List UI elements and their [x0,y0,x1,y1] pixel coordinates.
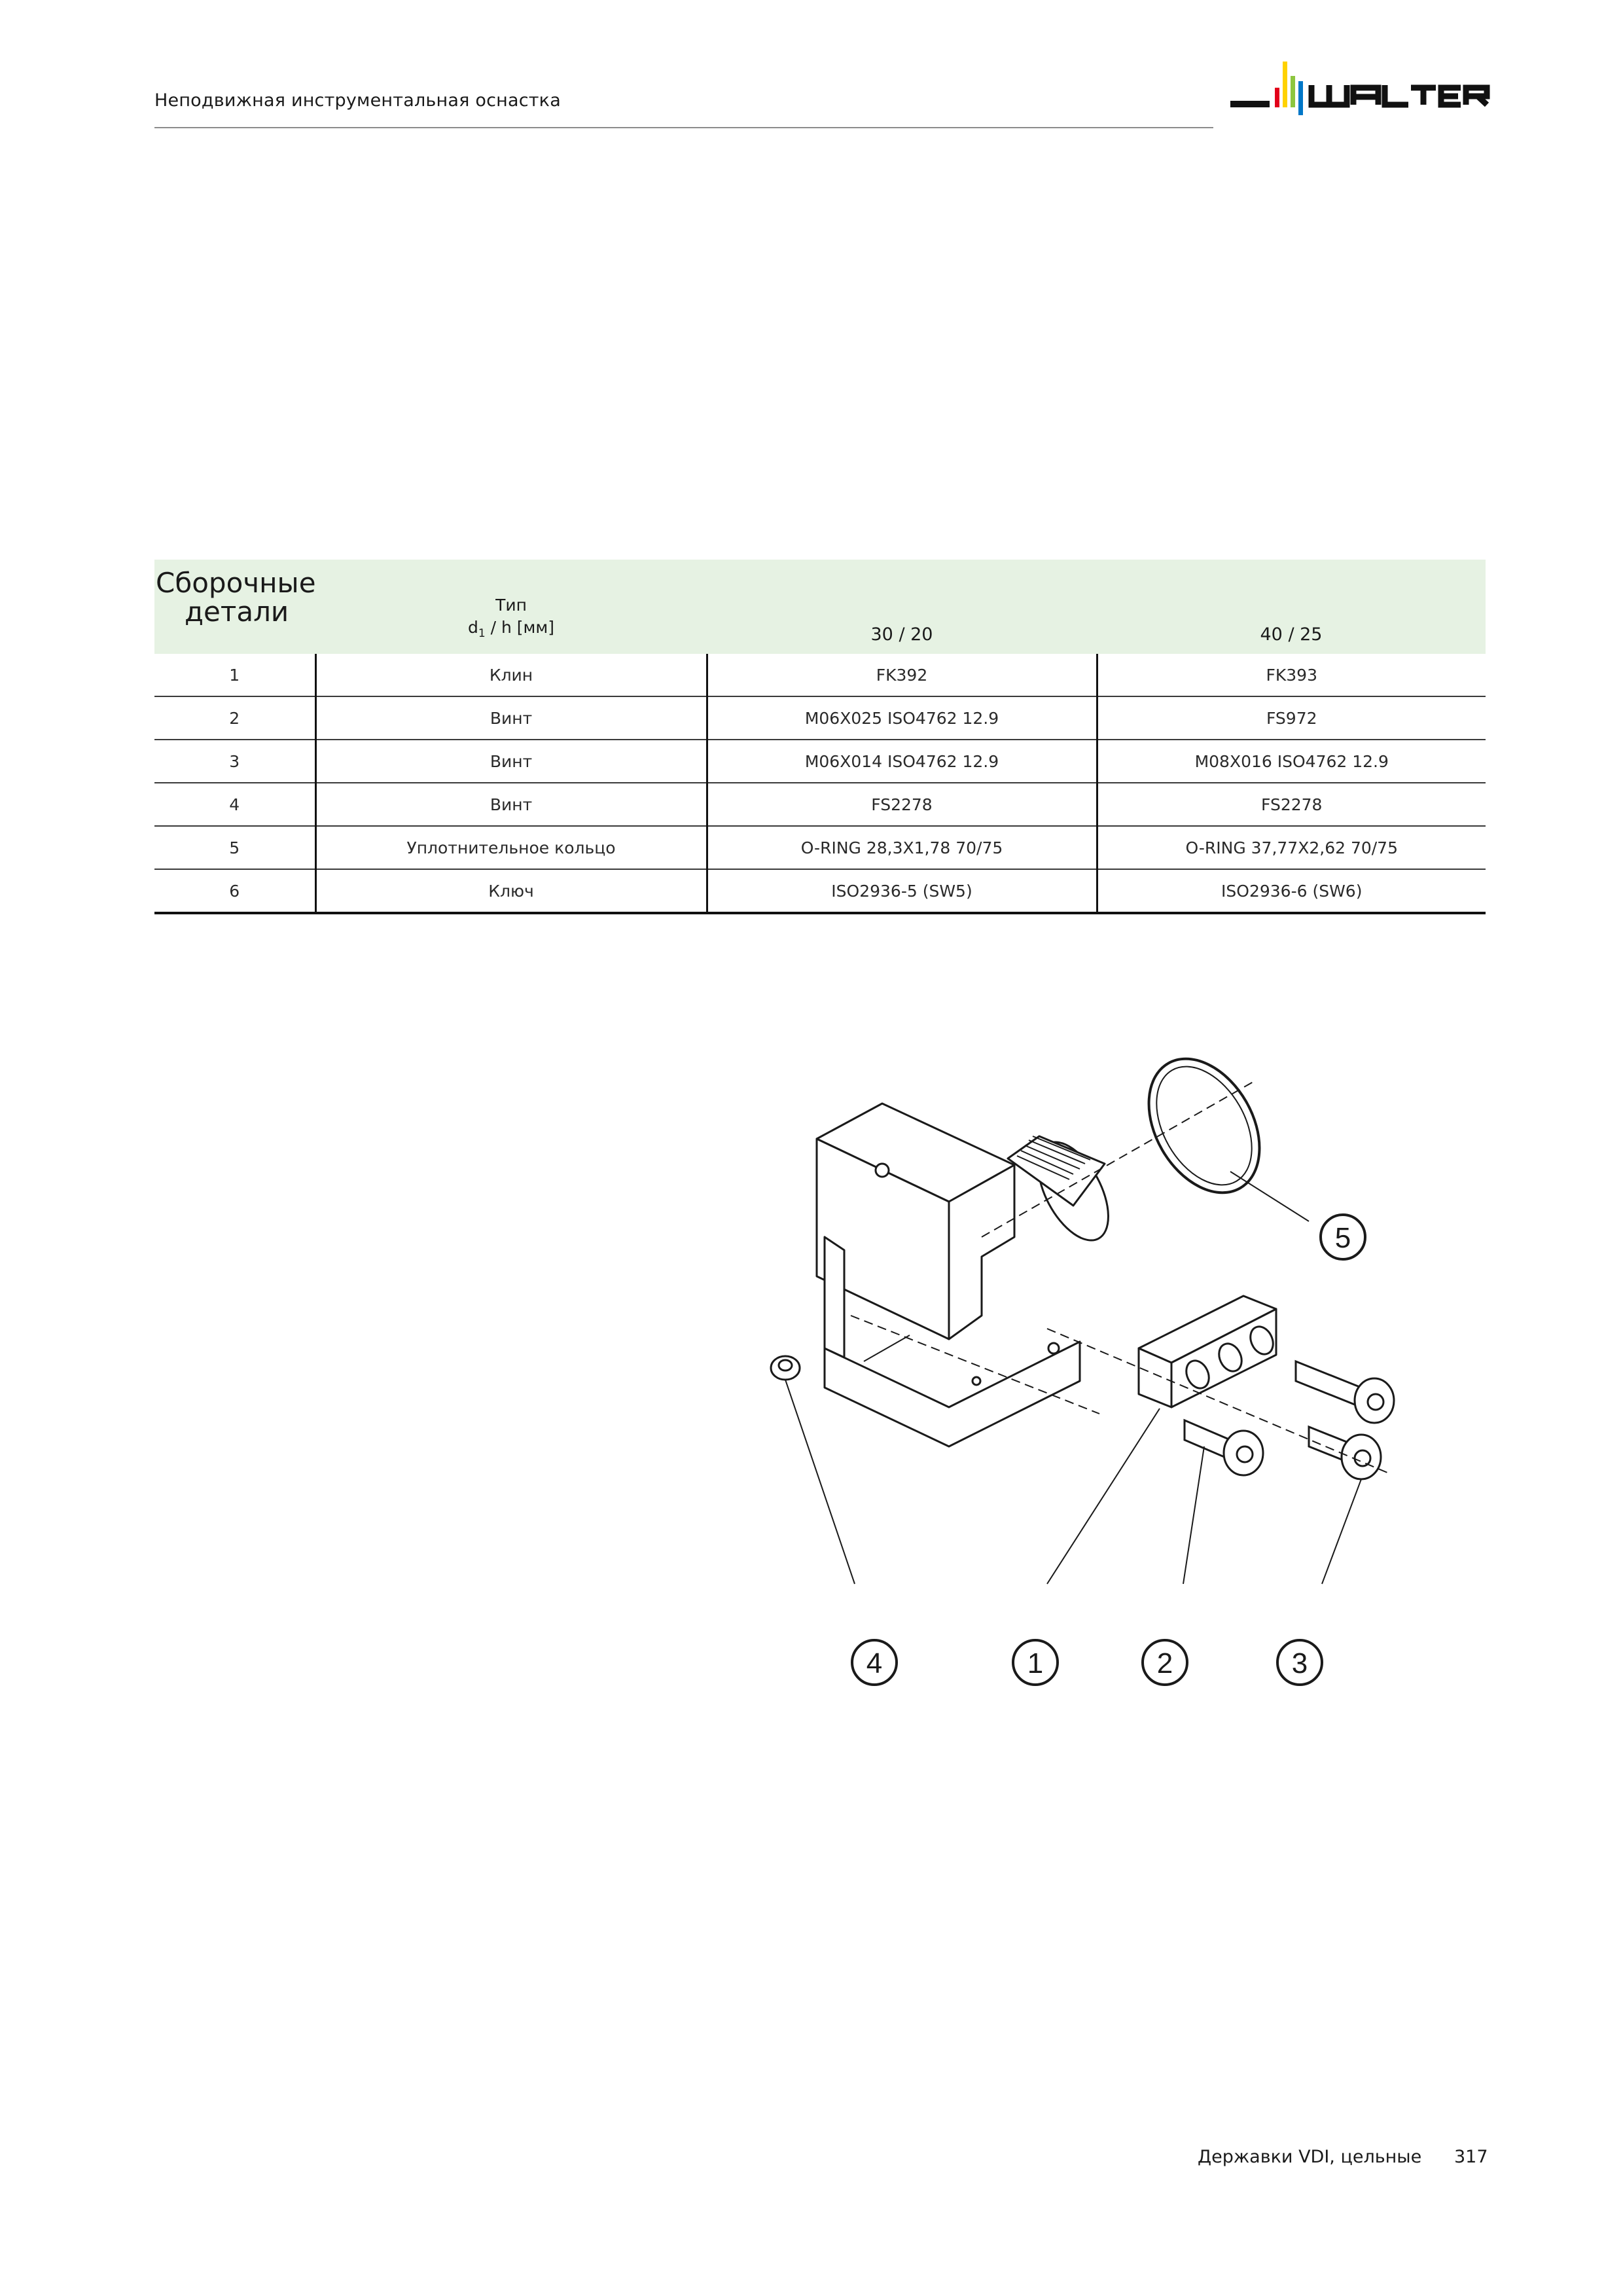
callout-label-5: 5 [1334,1222,1351,1254]
table-row [154,826,1486,869]
type-header-line1: Тип [495,596,527,615]
column-header-type [315,560,707,654]
cell-value-size-2: FS2278 [1097,783,1486,826]
cell-part-name: Клин [315,654,707,696]
page-number: 317 [1454,2147,1488,2167]
coolant-port-icon [876,1164,889,1177]
type-header-d: d [467,618,478,637]
callout-label-2: 2 [1156,1647,1173,1679]
cap-screw-2 [1185,1420,1263,1475]
assembly-header-line1: Сборочные [156,567,316,599]
cell-value-size-1: M06X014 ISO4762 12.9 [707,740,1097,783]
cell-value-size-2: FK393 [1097,654,1486,696]
cell-part-number: 3 [154,740,315,783]
type-header-subscript: 1 [478,627,486,640]
header-title: Неподвижная инструментальная оснастка [154,90,561,111]
header-divider [154,127,1213,128]
callout-label-4: 4 [866,1647,883,1679]
table-row [154,783,1486,826]
cell-part-number: 4 [154,783,315,826]
cell-part-number: 5 [154,826,315,869]
cell-value-size-1: M06X025 ISO4762 12.9 [707,696,1097,740]
cell-value-size-2: ISO2936-6 (SW6) [1097,869,1486,913]
holder-slot-frame [825,1237,844,1357]
type-header-line2 [315,617,707,645]
column-header-assembly-parts [154,560,315,654]
set-screw [771,1356,800,1380]
callout-label-1: 1 [1027,1647,1044,1679]
cap-screw-3-long [1296,1361,1394,1423]
cell-part-number: 2 [154,696,315,740]
footer-title: Державки VDI, цельные [1198,2147,1422,2167]
table-row [154,740,1486,783]
cell-value-size-1: O-RING 28,3X1,78 70/75 [707,826,1097,869]
type-header-unit: / h [мм] [485,618,555,637]
wedge [1139,1296,1277,1407]
logo-bar-yellow [1283,62,1287,107]
cell-part-number: 6 [154,869,315,913]
cell-part-name: Уплотнительное кольцо [315,826,707,869]
cell-part-name: Ключ [315,869,707,913]
o-ring [1126,1041,1282,1212]
logo-dash [1230,101,1270,107]
jaw-slot [864,1335,910,1361]
cell-value-size-1: FS2278 [707,783,1097,826]
callout-label-3: 3 [1291,1647,1308,1679]
holder-lower-jaw [825,1342,1080,1446]
cap-screw-3-short [1309,1427,1381,1479]
table-row [154,696,1486,740]
logo-bar-red [1275,88,1279,107]
cell-value-size-1: ISO2936-5 (SW5) [707,869,1097,913]
holder-marking [972,1377,980,1385]
jaw-screw-hole [1048,1343,1059,1354]
table-header-row [154,560,1486,654]
cell-part-number: 1 [154,654,315,696]
table-row [154,869,1486,913]
walter-logo [1217,58,1492,130]
cell-part-name: Винт [315,783,707,826]
cell-value-size-2: M08X016 ISO4762 12.9 [1097,740,1486,783]
logo-bar-green [1291,76,1295,107]
assembly-header-line2: детали [185,596,289,628]
logo-bar-blue [1298,81,1303,115]
cell-value-size-2: O-RING 37,77X2,62 70/75 [1097,826,1486,869]
logo-wordmark [1311,85,1487,105]
assembly-parts-table [154,560,1486,914]
cell-value-size-2: FS972 [1097,696,1486,740]
column-header-size-2: 40 / 25 [1097,560,1486,654]
exploded-assembly-drawing [733,1041,1479,1695]
column-header-size-1: 30 / 20 [707,560,1097,654]
cell-value-size-1: FK392 [707,654,1097,696]
cell-part-name: Винт [315,740,707,783]
table-row [154,654,1486,696]
cell-part-name: Винт [315,696,707,740]
